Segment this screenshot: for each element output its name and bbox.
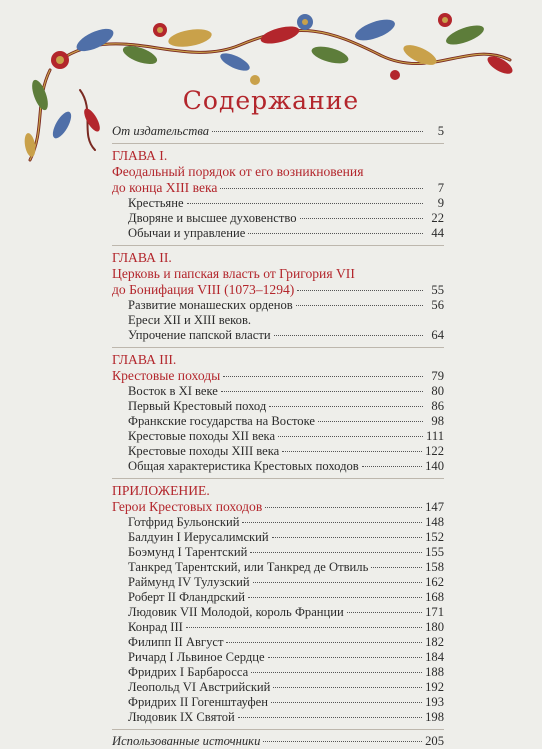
toc-entry-page: 162 xyxy=(425,575,444,589)
toc-subentry[interactable] xyxy=(112,211,444,226)
toc-entry-label: Крестьяне xyxy=(128,196,184,210)
toc-subentry[interactable] xyxy=(112,545,444,560)
page-title: Содержание xyxy=(182,86,360,115)
toc-entry-label: Людовик VII Молодой, король Франции xyxy=(128,605,344,619)
toc-entry-label: Восток в XI веке xyxy=(128,384,218,398)
toc-entry-page: 158 xyxy=(425,560,444,574)
leader-dots xyxy=(297,289,423,291)
toc-entry-page: 152 xyxy=(425,530,444,544)
toc-entry-label: Фридрих I Барбаросса xyxy=(128,665,249,679)
toc-entry-page: 80 xyxy=(431,384,444,398)
toc-entry-page: 44 xyxy=(431,226,444,240)
chapter-title-entry[interactable] xyxy=(112,282,444,298)
leader-dots xyxy=(300,217,424,219)
toc-entry-label: Готфрид Бульонский xyxy=(128,515,240,529)
toc-entry-page: 148 xyxy=(425,515,444,529)
leader-dots xyxy=(371,566,422,568)
toc-subentry[interactable] xyxy=(112,196,444,211)
chapter-heading[interactable]: ПРИЛОЖЕНИЕ. xyxy=(112,483,210,498)
leader-dots xyxy=(187,202,423,204)
toc-entry-page: 86 xyxy=(431,399,444,413)
leader-dots xyxy=(269,405,423,407)
leader-dots xyxy=(220,187,423,189)
toc-entry-label: Общая характеристика Крестовых походов xyxy=(128,459,359,473)
leader-dots xyxy=(223,375,423,377)
toc-subentry[interactable] xyxy=(112,515,444,530)
toc-entry-page: 111 xyxy=(426,429,444,443)
chapter-title-entry[interactable] xyxy=(112,180,444,196)
table-of-contents xyxy=(112,124,444,749)
toc-subentry[interactable] xyxy=(112,590,444,605)
leader-dots xyxy=(238,716,422,718)
leader-dots xyxy=(272,536,422,538)
toc-subentry[interactable] xyxy=(112,665,444,680)
leader-dots xyxy=(226,641,422,643)
toc-subentry[interactable] xyxy=(112,414,444,429)
toc-entry-page: 9 xyxy=(437,196,444,210)
toc-entry-label: Упрочение папской власти xyxy=(128,328,271,342)
toc-entry-label: Балдуин I Иерусалимский xyxy=(128,530,269,544)
toc-entry-label: Конрад III xyxy=(128,620,183,634)
divider xyxy=(112,729,444,730)
toc-entry-page: 140 xyxy=(425,459,444,473)
toc-subentry[interactable] xyxy=(112,530,444,545)
toc-subentry[interactable] xyxy=(112,226,444,241)
toc-subentry[interactable] xyxy=(112,635,444,650)
leader-dots xyxy=(296,304,423,306)
leader-dots xyxy=(268,656,423,658)
toc-entry-sources[interactable] xyxy=(112,734,444,749)
chapter-title-entry[interactable] xyxy=(112,499,444,515)
toc-entry-label: Первый Крестовый поход xyxy=(128,399,267,413)
divider xyxy=(112,478,444,479)
toc-entry-label: Использованные источники xyxy=(112,734,261,748)
chapter-title-line[interactable]: Феодальный порядок от его возникновения xyxy=(112,164,364,179)
toc-subentry[interactable] xyxy=(112,695,444,710)
leader-dots xyxy=(248,596,422,598)
toc-subentry[interactable] xyxy=(112,399,444,414)
toc-entry-page: 55 xyxy=(431,283,444,297)
toc-entry-label: Леопольд VI Австрийский xyxy=(128,680,271,694)
toc-entry-label: Ричард I Львиное Сердце xyxy=(128,650,265,664)
leader-dots xyxy=(265,506,422,508)
leader-dots xyxy=(248,232,423,234)
toc-entry-page: 180 xyxy=(425,620,444,634)
toc-entry-label: Ереси XII и XIII веков. xyxy=(128,313,252,327)
toc-entry-label: Филипп II Август xyxy=(128,635,224,649)
toc-entry-label: Герои Крестовых походов xyxy=(112,499,263,514)
leader-dots xyxy=(186,626,422,628)
leader-dots xyxy=(250,551,422,553)
toc-subentry[interactable] xyxy=(112,710,444,725)
toc-entry-page: 168 xyxy=(425,590,444,604)
toc-entry-label: От издательства xyxy=(112,124,210,138)
toc-entry-page: 79 xyxy=(431,369,444,383)
toc-entry-label: Обычаи и управление xyxy=(128,226,246,240)
toc-entry-page: 7 xyxy=(437,181,444,195)
toc-entry-label: Боэмунд I Тарентский xyxy=(128,545,248,559)
leader-dots xyxy=(282,450,422,452)
toc-entry-page: 193 xyxy=(425,695,444,709)
divider xyxy=(112,347,444,348)
chapter-block xyxy=(112,352,444,474)
leader-dots xyxy=(347,611,422,613)
toc-entry-page: 122 xyxy=(425,444,444,458)
toc-entry-label: Танкред Тарентский, или Танкред де Отвиль xyxy=(128,560,369,574)
toc-subentry[interactable] xyxy=(112,384,444,399)
toc-entry-page: 155 xyxy=(425,545,444,559)
leader-dots xyxy=(271,701,422,703)
leader-dots xyxy=(273,686,422,688)
toc-entry-intro[interactable] xyxy=(112,124,444,139)
toc-entry-page: 64 xyxy=(431,328,444,342)
chapter-heading[interactable]: ГЛАВА I. xyxy=(112,148,168,163)
toc-entry-page: 147 xyxy=(425,500,444,514)
toc-entry-label: Дворяне и высшее духовенство xyxy=(128,211,297,225)
toc-entry-label: Людовик IX Святой xyxy=(128,710,235,724)
toc-entry-label: Франкские государства на Востоке xyxy=(128,414,315,428)
toc-entry-label: Развитие монашеских орденов xyxy=(128,298,293,312)
toc-entry-label: до Бонифация VIII (1073–1294) xyxy=(112,282,295,297)
toc-subentry[interactable] xyxy=(112,444,444,459)
toc-entry-label: Роберт II Фландрский xyxy=(128,590,245,604)
chapter-block xyxy=(112,148,444,241)
chapter-title-entry[interactable] xyxy=(112,368,444,384)
chapter-heading[interactable]: ГЛАВА III. xyxy=(112,352,177,367)
toc-entry-page: 22 xyxy=(431,211,444,225)
divider xyxy=(112,143,444,144)
leader-dots xyxy=(242,521,422,523)
toc-entry-label: Фридрих II Гогенштауфен xyxy=(128,695,268,709)
toc-entry-label: Раймунд IV Тулузский xyxy=(128,575,250,589)
leader-dots xyxy=(212,130,423,132)
chapter-list xyxy=(112,143,444,725)
divider xyxy=(112,245,444,246)
toc-subentry[interactable] xyxy=(112,620,444,635)
leader-dots xyxy=(318,420,423,422)
toc-entry-page: 98 xyxy=(431,414,444,428)
toc-entry-page: 184 xyxy=(425,650,444,664)
chapter-block xyxy=(112,250,444,343)
leader-dots xyxy=(251,671,422,673)
leader-dots xyxy=(278,435,423,437)
toc-entry-page: 171 xyxy=(425,605,444,619)
toc-entry-page: 205 xyxy=(425,734,444,748)
toc-entry-page: 182 xyxy=(425,635,444,649)
toc-entry-page: 198 xyxy=(425,710,444,724)
toc-subentry[interactable] xyxy=(112,298,444,313)
leader-dots xyxy=(263,740,422,742)
toc-entry-page: 56 xyxy=(431,298,444,312)
toc-subentry[interactable] xyxy=(112,650,444,665)
leader-dots xyxy=(221,390,423,392)
toc-subentry[interactable] xyxy=(112,560,444,575)
toc-subentry[interactable] xyxy=(112,680,444,695)
toc-subentry[interactable] xyxy=(112,429,444,444)
toc-subentry[interactable] xyxy=(112,459,444,474)
toc-entry-label: до конца XIII века xyxy=(112,180,218,195)
leader-dots xyxy=(362,465,422,467)
leader-dots xyxy=(253,581,422,583)
toc-entry-page: 188 xyxy=(425,665,444,679)
chapter-heading[interactable]: ГЛАВА II. xyxy=(112,250,172,265)
toc-entry-page: 5 xyxy=(437,124,444,138)
toc-entry-label: Крестовые походы XII века xyxy=(128,429,276,443)
toc-entry-label: Крестовые походы XIII века xyxy=(128,444,280,458)
leader-dots xyxy=(274,334,423,336)
chapter-block xyxy=(112,483,444,725)
toc-entry-label: Крестовые походы xyxy=(112,368,221,383)
toc-subentry[interactable] xyxy=(112,605,444,620)
toc-subentry[interactable] xyxy=(112,575,444,590)
chapter-title-line[interactable]: Церковь и папская власть от Григория VII xyxy=(112,266,355,281)
toc-subentry[interactable] xyxy=(112,313,444,328)
toc-entry-page: 192 xyxy=(425,680,444,694)
toc-subentry[interactable] xyxy=(112,328,444,343)
